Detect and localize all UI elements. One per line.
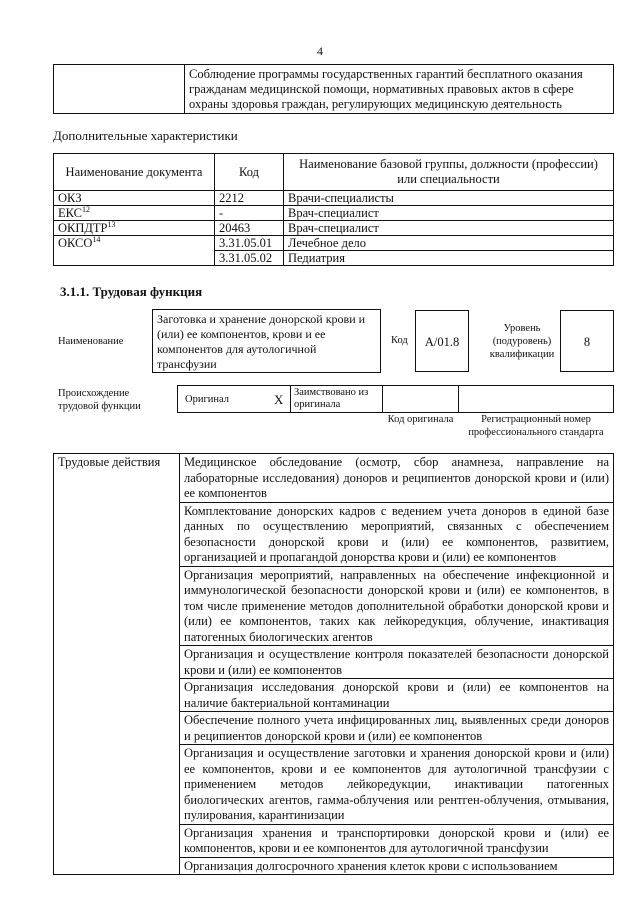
doc-name: ЕКС: [58, 206, 82, 220]
labor-function-heading: 3.1.1. Трудовая функция: [60, 284, 203, 299]
code-cell: 3.31.05.02: [215, 251, 284, 266]
doc-cell: [54, 236, 215, 266]
footnote-ref: 14: [92, 234, 101, 244]
empty-label-cell: [54, 65, 185, 114]
original-code-caption: Код оригинала: [387, 414, 454, 425]
labor-actions-label: Трудовые действия: [54, 454, 180, 875]
name-cell: Врачи-специалисты: [284, 191, 614, 206]
doc-cell: [54, 191, 215, 206]
labor-action-item: Организация долгосрочного хранения клеток крови с использованием: [180, 857, 614, 875]
reg-number-box: [458, 385, 614, 413]
original-label: Оригинал: [185, 394, 229, 405]
name-cell: Лечебное дело: [284, 236, 614, 251]
table-row: [54, 191, 614, 206]
code-label: Код: [391, 335, 408, 346]
qualification-level-label: Уровень (подуровень) квалификации: [489, 323, 555, 360]
header-code: Код: [215, 154, 284, 191]
table-row: [54, 454, 614, 503]
table-row: [54, 221, 614, 236]
qualification-level-value: 8: [560, 310, 614, 372]
original-mark: X: [274, 392, 284, 407]
name-cell: Врач-специалист: [284, 206, 614, 221]
name-cell: Врач-специалист: [284, 221, 614, 236]
function-name-value: Заготовка и хранение донорской крови и (или) ее компонентов, крови и ее компонентов для аутологичной трансфузии: [152, 309, 381, 373]
labor-action-item: Организация исследования донорской крови и (или) ее компонентов на наличие бактериальной контаминации: [180, 679, 614, 712]
previous-table-continuation: [53, 64, 614, 114]
labor-action-item: Обеспечение полного учета инфицированных лиц, выявленных среди доноров и реципиентов донорской крови и (или) ее компонентов: [180, 712, 614, 745]
code-cell: -: [215, 206, 284, 221]
labor-action-item: Организация хранения и транспортировки донорской крови и (или) ее компонентов, крови и ее компонентов для аутологичной трансфузии: [180, 824, 614, 857]
labor-actions-table: [53, 453, 614, 875]
name-label: Наименование: [58, 336, 124, 347]
labor-action-item: Медицинское обследование (осмотр, сбор анамнеза, направление на лабораторные исследования) доноров и реципиентов донорской крови и (или) ее компонентов: [180, 454, 614, 503]
doc-cell: [54, 206, 215, 221]
table-row: [54, 236, 614, 251]
header-document: Наименование документа: [54, 154, 215, 191]
labor-action-item: Комплектование донорских кадров с ведением учета доноров в единой базе данных по осуществлению мероприятий, связанных с обеспечением безопасности донорской крови и (или) ее компонентов, развитием, организацией и пропагандой донорства крови и (или) ее компонентов: [180, 502, 614, 566]
regulation-compliance-text: Соблюдение программы государственных гарантий бесплатного оказания гражданам медицинской помощи, нормативных правовых актов в сфере охраны здоровья граждан, регулирующих медицинскую деятельность: [185, 65, 614, 114]
code-cell: 2212: [215, 191, 284, 206]
function-code-value: A/01.8: [415, 310, 469, 372]
labor-action-item: Организация мероприятий, направленных на обеспечение инфекционной и иммунологической безопасности донорской крови и (или) ее компонентов, в том числе применение методов дополнительной обработки донорской крови и (или) ее компонентов, таких как лейкоредукция, облучение, инактивация патогенных биологических агентов: [180, 566, 614, 646]
name-cell: Педиатрия: [284, 251, 614, 266]
doc-name: ОКЗ: [58, 191, 82, 205]
footnote-ref: 12: [82, 204, 90, 214]
original-code-box: [382, 385, 459, 413]
labor-action-item: Организация и осуществление заготовки и хранения донорской крови и (или) ее компонентов, крови и ее компонентов для аутологичной трансфузии с применением методов лейкоредукции, инактивации патогенных биологических агентов, гамма-облучения или рентген-облучения, отмывания, пулирования, карантинизации: [180, 745, 614, 825]
doc-name: ОКСО: [58, 236, 93, 250]
reg-number-caption: Регистрационный номер профессионального стандарта: [468, 414, 604, 438]
code-cell: 20463: [215, 221, 284, 236]
code-cell: 3.31.05.01: [215, 236, 284, 251]
doc-name: ОКПДТР: [58, 221, 108, 235]
header-group-name: Наименование базовой группы, должности (профессии) или специальности: [284, 154, 614, 191]
additional-characteristics-table: [53, 153, 614, 266]
footnote-ref: 13: [107, 219, 116, 229]
doc-cell: [54, 221, 215, 236]
table-row: [54, 206, 614, 221]
origin-label: Происхождение трудовой функции: [58, 388, 141, 412]
original-box: [177, 385, 291, 413]
page-number: 4: [317, 44, 323, 58]
borrowed-label: Заимствовано из оригинала: [290, 385, 383, 413]
labor-action-item: Организация и осуществление контроля показателей безопасности донорской крови и (или) ее компонентов: [180, 646, 614, 679]
additional-characteristics-title: Дополнительные характеристики: [53, 128, 238, 143]
